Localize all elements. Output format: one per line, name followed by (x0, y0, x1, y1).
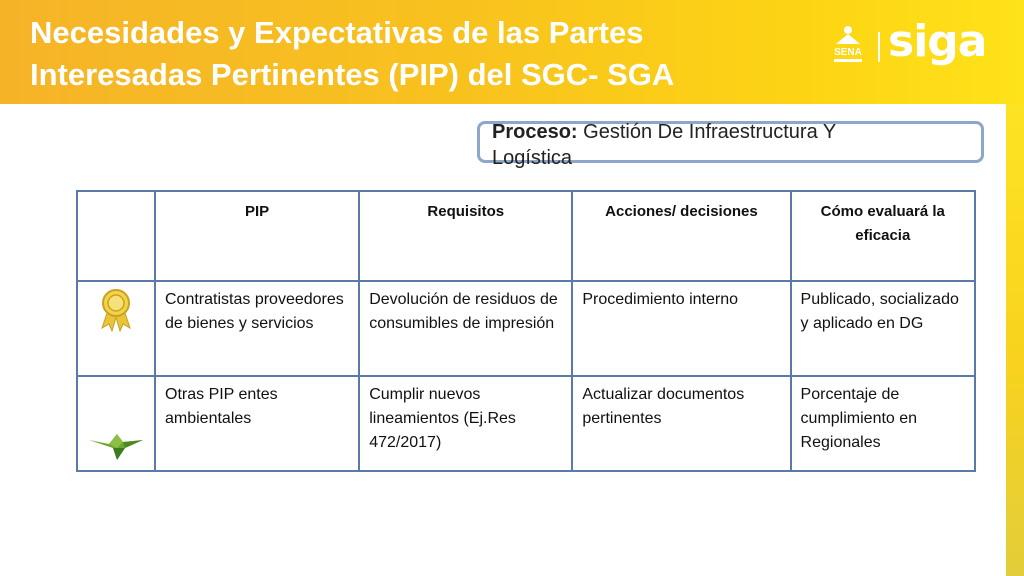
process-label: Proceso: (492, 121, 578, 143)
row-requisitos: Devolución de residuos de consumibles de impresión (359, 281, 572, 376)
row-icon-cell (77, 376, 155, 471)
sena-logo-text: SENA (834, 47, 862, 58)
right-decorative-stripe (1006, 104, 1024, 576)
header-acciones: Acciones/ decisiones (572, 191, 790, 281)
pip-table (76, 190, 976, 472)
process-text (492, 119, 912, 171)
award-ribbon-icon (98, 288, 134, 332)
title-banner (0, 0, 1024, 104)
green-bird-icon (87, 430, 145, 462)
siga-logo: siga (888, 16, 987, 67)
table-row (77, 376, 975, 471)
row-icon-cell (77, 281, 155, 376)
header-icon-column (77, 191, 155, 281)
slide-title-line-2: Interesadas Pertinentes (PIP) del SGC- SGA (30, 57, 675, 92)
process-box (477, 121, 984, 169)
logo-divider (878, 32, 880, 62)
header-requisitos: Requisitos (359, 191, 572, 281)
row-acciones: Actualizar documentos pertinentes (572, 376, 790, 471)
row-pip: Otras PIP entes ambientales (155, 376, 359, 471)
sena-logo-icon (826, 22, 870, 66)
row-requisitos: Cumplir nuevos lineamientos (Ej.Res 472/2017) (359, 376, 572, 471)
row-eficacia: Porcentaje de cumplimiento en Regionales (791, 376, 975, 471)
slide-title-line-1: Necesidades y Expectativas de las Partes (30, 15, 644, 50)
row-acciones: Procedimiento interno (572, 281, 790, 376)
header-eficacia: Cómo evaluará la eficacia (791, 191, 975, 281)
row-eficacia: Publicado, socializado y aplicado en DG (791, 281, 975, 376)
row-pip: Contratistas proveedores de bienes y servicios (155, 281, 359, 376)
table-row (77, 281, 975, 376)
table-header-row (77, 191, 975, 281)
slide-title (30, 12, 770, 96)
header-pip: PIP (155, 191, 359, 281)
process-value: Gestión De Infraestructura Y Logística (492, 121, 836, 169)
